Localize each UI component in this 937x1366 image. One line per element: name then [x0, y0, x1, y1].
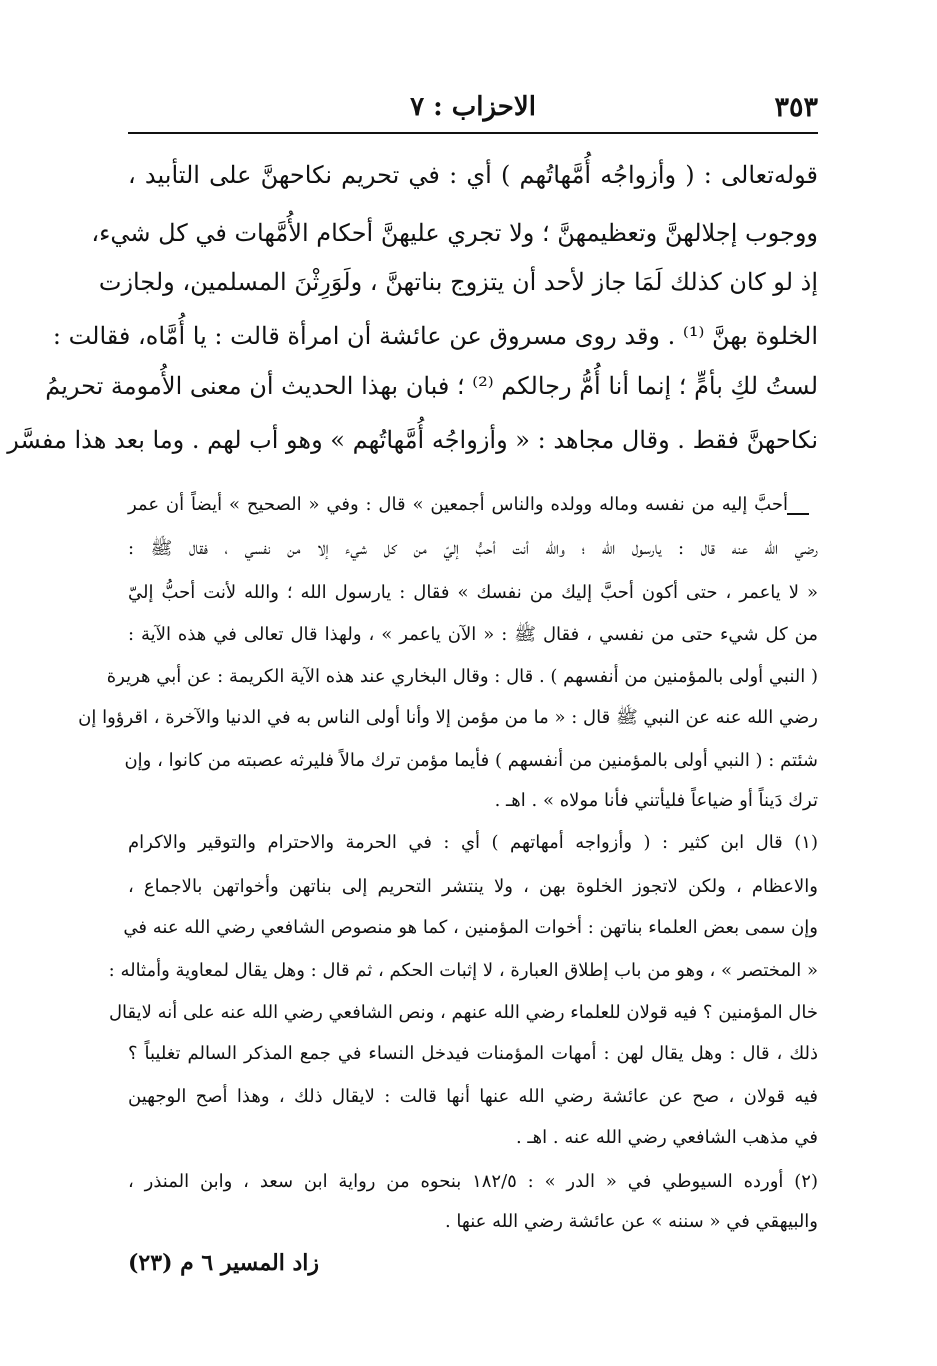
- header-rule: [128, 132, 818, 134]
- footnote-line: رضي الله عنه قال : يارسول الله ؛ والله أنت أحبُّ إليّ من كل شيء إلا من نفسي ، فقال ﷺ :: [128, 538, 818, 559]
- footnote-1-line: « المختصر » ، وهو من باب إطلاق العبارة ، لا إثبات الحكم ، ثم قال : وهل يقال لمعاوية وأمثاله :: [108, 960, 818, 981]
- footnote-line: شئتم : ( النبي أولى بالمؤمنين من أنفسهم ) فأيما مؤمن ترك مالاً فليرثه عصبته من كانوا ، وإن: [124, 750, 818, 771]
- main-line: قوله‌تعالى : ( وأزواجُه أُمَّهاتُهم ) أي : في تحريم نكاحهنَّ على التأبيد ،: [128, 161, 818, 189]
- footnote-separator: [787, 513, 809, 515]
- main-line: نكاحهنَّ فقط . وقال مجاهد : « وأزواجُه أُمَّهاتُهم » وهو أب لهم . وما بعد هذا مفسَّر: [7, 426, 818, 454]
- footnote-2-line: والبيهقي في « سننه » عن عائشة رضي الله عنها .: [444, 1211, 818, 1232]
- main-line: ووجوب إجلالهنَّ وتعظيمهنَّ ؛ ولا تجري عليهنَّ أحكام الأُمَّهات في كل شيء،: [91, 219, 818, 247]
- signature-mark: زاد المسير ٦ م (٢٣): [128, 1250, 320, 1276]
- footnote-line: أحبَّ إليه من نفسه وماله وولده والناس أجمعين » قال : وفي « الصحيح » أيضاً أن عمر: [128, 494, 788, 515]
- footnote-1-line: ذلك ، قال : وهل يقال لهن : أمهات المؤمنات فيدخل النساء في جمع المذكر السالم تغليباً ؟: [128, 1043, 818, 1064]
- page-header: [128, 92, 818, 128]
- footnote-1-line: في مذهب الشافعي رضي الله عنه . اهـ .: [515, 1127, 818, 1148]
- running-title: الاحزاب : ٧: [410, 92, 536, 122]
- footnote-line: رضي الله عنه عن النبي ﷺ قال : « ما من مؤمن إلا وأنا أولى الناس به في الدنيا والآخرة ، اقرؤوا إن: [78, 707, 818, 728]
- page-number: ٣٥٣: [774, 92, 818, 123]
- footnote-line: ترك دَيناً أو ضياعاً فليأتني فأنا مولاه » . اهـ .: [494, 790, 818, 811]
- main-line: إذ لو كان كذلك لَمَا جاز لأحد أن يتزوج بناتهنَّ ، ولَوَرِثْنَ المسلمين، ولجازت: [98, 268, 818, 296]
- footnote-1-line: وإن سمى بعض العلماء بناتهن : أخوات المؤمنين ، كما هو منصوص الشافعي رضي الله عنه في: [123, 917, 818, 938]
- footnote-line: ( النبي أولى بالمؤمنين من أنفسهم ) . قال : وقال البخاري عند هذه الآية الكريمة : عن أبي هريرة: [106, 666, 818, 687]
- main-line: الخلوة بهنَّ ⁽¹⁾ . وقد روى مسروق عن عائشة أن امرأة قالت : يا أُمَّاه، فقالت :: [52, 322, 818, 350]
- footnote-1-line: فيه قولان ، صح عن عائشة رضي الله عنها أنها قالت : لايقال ذلك ، وهذا أصح الوجهين: [128, 1086, 818, 1107]
- footnote-line: من كل شيء حتى من نفسي ، فقال ﷺ : « الآن ياعمر » ، ولهذا قال تعالى في هذه الآية :: [128, 624, 818, 645]
- footnote-2-line: (٢) أورده السيوطي في « الدر » : ١٨٢/٥ بنحوه من رواية ابن سعد ، وابن المنذر ،: [128, 1171, 818, 1192]
- footnote-1-line: والاعظام ، ولكن لاتجوز الخلوة بهن ، ولا ينتشر التحريم إلى بناتهن وأخواتهن بالاجماع ،: [128, 876, 818, 897]
- footnote-1-line: خال المؤمنين ؟ فيه قولان للعلماء رضي الله عنهم ، ونص الشافعي رضي الله عنه على أنه لايقال: [108, 1002, 818, 1023]
- main-line: لستُ لكِ بأمٍّ ؛ إنما أنا أُمُّ رجالكم ⁽²⁾ ؛ فبان بهذا الحديث أن معنى الأُمومة تحريمُ: [45, 372, 818, 400]
- footnote-line: « لا ياعمر ، حتى أكون أحبَّ إليك من نفسك » فقال : يارسول الله ؛ والله لأنت أحبُّ إليّ: [128, 582, 818, 603]
- footnote-1-line: (١) قال ابن كثير : ( وأزواجه أمهاتهم ) أي : في الحرمة والاحترام والتوقير والاكرام: [128, 832, 818, 853]
